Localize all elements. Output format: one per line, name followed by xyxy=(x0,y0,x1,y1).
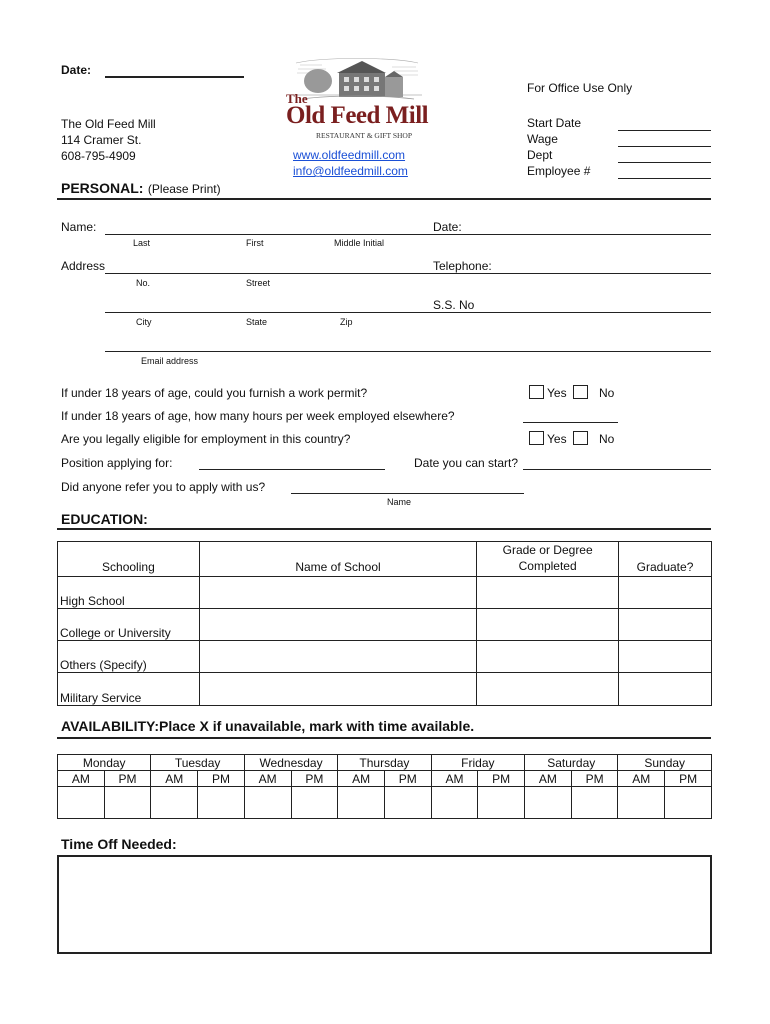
personal-heading xyxy=(61,180,221,198)
education-degree-cell[interactable] xyxy=(477,641,619,673)
am-label: AM xyxy=(525,771,572,787)
availability-divider xyxy=(57,737,711,739)
city-hint: City xyxy=(136,317,152,327)
position-field[interactable] xyxy=(199,469,385,470)
address-street-hint: Street xyxy=(246,278,271,288)
logo-name: Old Feed Mill xyxy=(286,102,429,129)
website-link[interactable]: www.oldfeedmill.com xyxy=(293,148,406,162)
office-start-date-field[interactable] xyxy=(618,130,711,131)
degree-header: Grade or Degree Completed xyxy=(477,542,619,577)
address-no-hint: No. xyxy=(136,278,151,288)
time-off-title: Time Off Needed: xyxy=(61,836,177,852)
pm-label: PM xyxy=(571,771,618,787)
address-label: Address xyxy=(61,259,106,273)
eligible-yes-label: Yes xyxy=(547,432,567,446)
education-school-cell[interactable] xyxy=(199,641,476,673)
ssn-label: S.S. No xyxy=(433,298,475,312)
pm-label: PM xyxy=(104,771,151,787)
education-row-label: Others (Specify) xyxy=(58,641,200,673)
availability-cell[interactable] xyxy=(478,787,525,819)
availability-cell[interactable] xyxy=(525,787,572,819)
day-saturday: Saturday xyxy=(525,755,618,771)
am-label: AM xyxy=(244,771,291,787)
work-permit-no-checkbox[interactable] xyxy=(573,385,588,399)
state-hint: State xyxy=(246,317,268,327)
zip-hint: Zip xyxy=(340,317,353,327)
day-friday: Friday xyxy=(431,755,524,771)
table-row xyxy=(58,673,712,706)
referral-label: Did anyone refer you to apply with us? xyxy=(61,480,266,494)
email-link[interactable]: info@oldfeedmill.com xyxy=(293,164,408,178)
hours-field[interactable] xyxy=(523,422,618,423)
availability-cell[interactable] xyxy=(151,787,198,819)
availability-cell[interactable] xyxy=(665,787,712,819)
availability-ampm-row xyxy=(58,771,712,787)
company-logo xyxy=(282,55,432,141)
education-graduate-cell[interactable] xyxy=(619,641,712,673)
name-label: Name: xyxy=(61,220,97,234)
telephone-label: Telephone: xyxy=(433,259,495,273)
work-permit-yes-label: Yes xyxy=(547,386,567,400)
table-row xyxy=(58,577,712,609)
pm-label: PM xyxy=(665,771,712,787)
day-thursday: Thursday xyxy=(338,755,431,771)
availability-cell[interactable] xyxy=(104,787,151,819)
am-label: AM xyxy=(338,771,385,787)
name-field[interactable] xyxy=(105,234,711,235)
company-phone: 608-795-4909 xyxy=(61,149,136,163)
position-label: Position applying for: xyxy=(61,456,173,470)
hours-question: If under 18 years of age, how many hours per week employed elsewhere? xyxy=(61,409,455,423)
personal-divider xyxy=(57,198,711,200)
email-hint: Email address xyxy=(141,356,199,366)
pm-label: PM xyxy=(198,771,245,787)
office-dept-label: Dept xyxy=(527,148,553,162)
address-field[interactable] xyxy=(105,273,711,274)
eligible-no-label: No xyxy=(599,432,615,446)
time-off-textarea[interactable] xyxy=(57,855,712,954)
education-row-label: High School xyxy=(58,577,200,609)
table-row xyxy=(58,641,712,673)
day-tuesday: Tuesday xyxy=(151,755,244,771)
education-school-cell[interactable] xyxy=(199,673,476,706)
education-row-label: College or University xyxy=(58,609,200,641)
referral-name-hint: Name xyxy=(387,497,412,507)
education-degree-cell[interactable] xyxy=(477,609,619,641)
education-row-label: Military Service xyxy=(58,673,200,706)
company-name: The Old Feed Mill xyxy=(61,117,156,131)
company-street: 114 Cramer St. xyxy=(61,133,142,147)
name-first-hint: First xyxy=(246,238,264,248)
availability-entry-row xyxy=(58,787,712,819)
header-date-field[interactable] xyxy=(105,76,244,78)
office-employee-label: Employee # xyxy=(527,164,591,178)
start-date-label: Date you can start? xyxy=(414,456,519,470)
date-label: Date: xyxy=(433,220,465,234)
pm-label: PM xyxy=(384,771,431,787)
email-field[interactable] xyxy=(105,351,711,352)
education-divider xyxy=(57,528,711,530)
eligible-yes-checkbox[interactable] xyxy=(529,431,544,445)
availability-cell[interactable] xyxy=(58,787,105,819)
education-table xyxy=(57,541,712,706)
availability-cell[interactable] xyxy=(198,787,245,819)
office-start-date-label: Start Date xyxy=(527,116,582,130)
company-address xyxy=(61,116,156,164)
education-degree-cell[interactable] xyxy=(477,673,619,706)
school-name-header: Name of School xyxy=(199,542,476,577)
personal-title: PERSONAL: xyxy=(61,180,144,196)
education-header-row xyxy=(58,542,712,577)
day-monday: Monday xyxy=(58,755,151,771)
education-degree-cell[interactable] xyxy=(477,577,619,609)
header-date-label: Date: xyxy=(61,63,92,77)
eligible-no-checkbox[interactable] xyxy=(573,431,588,445)
logo-the: The xyxy=(286,91,308,106)
availability-cell[interactable] xyxy=(338,787,385,819)
graduate-header: Graduate? xyxy=(619,542,712,577)
education-title: EDUCATION: xyxy=(61,511,148,527)
office-dept-field[interactable] xyxy=(618,162,711,163)
office-wage-label: Wage xyxy=(527,132,558,146)
logo-tagline: RESTAURANT & GIFT SHOP xyxy=(316,131,413,140)
day-wednesday: Wednesday xyxy=(244,755,337,771)
work-permit-no-label: No xyxy=(599,386,615,400)
education-graduate-cell[interactable] xyxy=(619,673,712,706)
name-last-hint: Last xyxy=(133,238,151,248)
availability-table xyxy=(57,754,712,819)
personal-subtitle: (Please Print) xyxy=(147,182,221,196)
am-label: AM xyxy=(431,771,478,787)
availability-days-row xyxy=(58,755,712,771)
am-label: AM xyxy=(58,771,105,787)
eligible-question: Are you legally eligible for employment in this country? xyxy=(61,432,351,446)
availability-cell[interactable] xyxy=(431,787,478,819)
education-school-cell[interactable] xyxy=(199,609,476,641)
availability-cell[interactable] xyxy=(384,787,431,819)
pm-label: PM xyxy=(478,771,525,787)
availability-cell[interactable] xyxy=(244,787,291,819)
work-permit-yes-checkbox[interactable] xyxy=(529,385,544,399)
am-label: AM xyxy=(151,771,198,787)
referral-field[interactable] xyxy=(291,493,524,494)
availability-cell[interactable] xyxy=(618,787,665,819)
office-employee-field[interactable] xyxy=(618,178,711,179)
name-middle-hint: Middle Initial xyxy=(334,238,385,248)
start-date-field[interactable] xyxy=(523,469,711,470)
pm-label: PM xyxy=(291,771,338,787)
availability-title: AVAILABILITY:Place X if unavailable, mark with time available. xyxy=(61,718,475,734)
work-permit-question: If under 18 years of age, could you furnish a work permit? xyxy=(61,386,368,400)
city-ssn-field[interactable] xyxy=(105,312,711,313)
office-wage-field[interactable] xyxy=(618,146,711,147)
availability-cell[interactable] xyxy=(291,787,338,819)
education-graduate-cell[interactable] xyxy=(619,577,712,609)
table-row xyxy=(58,609,712,641)
schooling-header: Schooling xyxy=(58,542,200,577)
education-school-cell[interactable] xyxy=(199,577,476,609)
education-graduate-cell[interactable] xyxy=(619,609,712,641)
am-label: AM xyxy=(618,771,665,787)
day-sunday: Sunday xyxy=(618,755,712,771)
office-use-title: For Office Use Only xyxy=(527,81,633,95)
availability-cell[interactable] xyxy=(571,787,618,819)
